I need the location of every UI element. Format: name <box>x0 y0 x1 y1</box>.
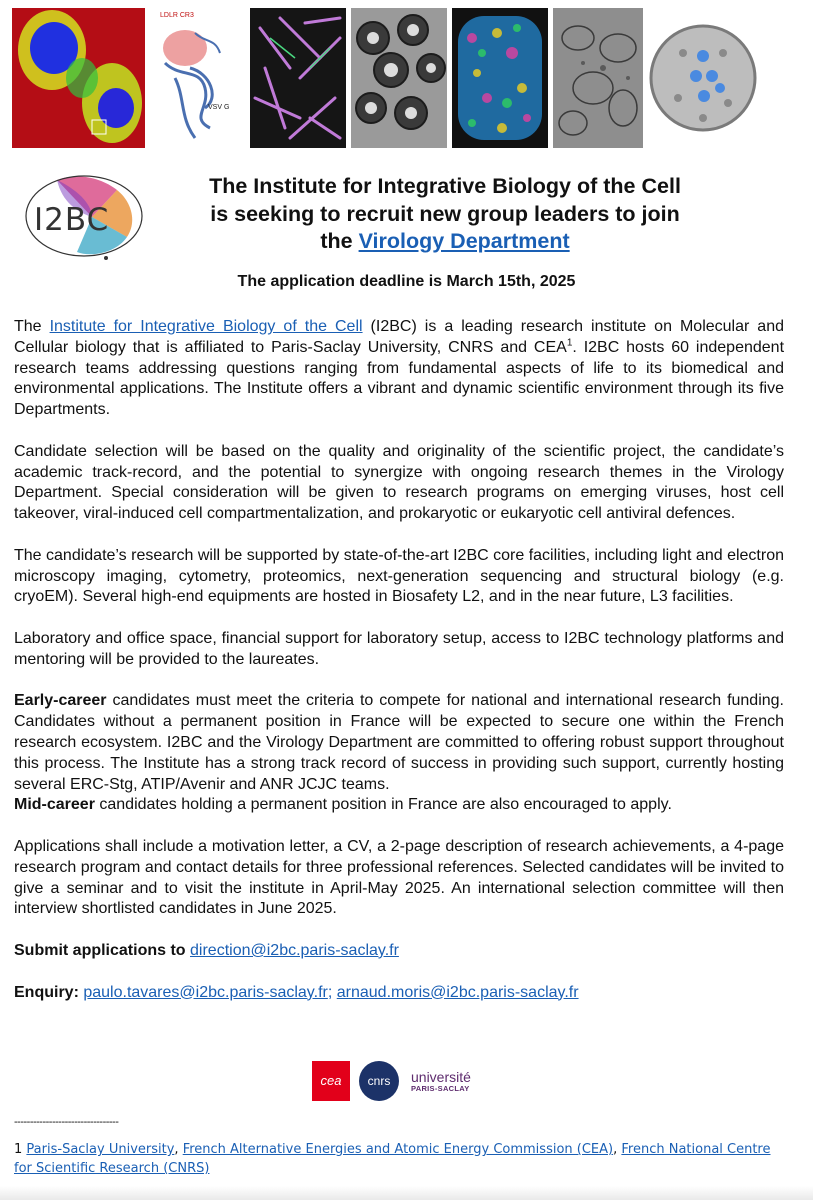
paragraph-candidates <box>14 691 784 816</box>
paragraph-facilities: The candidate’s research will be supported by state-of-the-art I2BC core facilities, including light and electron microscopy imaging, cytometry, proteomics, next-generation sequencing and structural biology (e.g. cryoEM). Several high-end equipments are hosted in Biosafety L2, and in the near future, L3 facilities. <box>14 546 784 606</box>
moris-email-link[interactable]: arnaud.moris@i2bc.paris-saclay.fr <box>336 983 579 1001</box>
paragraph-institute <box>14 317 784 421</box>
cea-logo: cea <box>312 1061 350 1101</box>
logo-text: I2BC <box>34 202 110 238</box>
submit-label: Submit applications to <box>14 941 191 959</box>
paragraph-applications: Applications shall include a motivation letter, a CV, a 2-page description of research achievements, a 4-page research program and contact details for three professional references. Selected candidates will be invited to give a seminar and to visit the institute in April-May 2025. An international selection committee will then interview shortlisted candidates in June 2025. <box>14 837 784 918</box>
footnote-rule: --------------------------------- <box>14 1116 119 1128</box>
submit-line <box>14 941 784 962</box>
paragraph-support: Laboratory and office space, financial support for laboratory setup, access to I2BC technology platforms and mentoring will be provided to the laureates. <box>14 629 784 668</box>
mid-career-text: candidates holding a permanent position in France are also encouraged to apply. <box>94 796 672 814</box>
title-line-3-prefix: the <box>320 229 359 253</box>
virology-department-link[interactable]: Virology Department <box>358 229 570 253</box>
capsid-model-image <box>452 8 548 148</box>
p1-text-2: . I2BC hosts 60 independent research teams addressing questions ranging from fundamental aspects of life to its biomedical and environmental applications. The Institute offers a vibrant and dynamic scientific environment through its five Departments. <box>14 338 785 419</box>
enquiry-label: Enquiry: <box>14 983 79 1001</box>
virions-em-image <box>351 8 447 148</box>
paris-saclay-link[interactable]: Paris-Saclay University <box>26 1142 175 1157</box>
i2bc-logo <box>22 172 152 262</box>
footnote-number: 1 <box>14 1142 23 1157</box>
cnrs-link[interactable]: French National Centre for Scientific Research (CNRS) <box>14 1142 771 1176</box>
cell-tomography-image <box>553 8 643 148</box>
enquiry-line <box>14 983 784 1004</box>
mid-career-label: Mid-career <box>14 796 95 814</box>
institute-link[interactable]: Institute for Integrative Biology of the Cell <box>49 318 363 335</box>
universite-text: université <box>411 1069 471 1085</box>
paris-saclay-logo <box>411 1070 491 1093</box>
page-bottom-edge <box>0 1186 813 1200</box>
protein-structure-image <box>150 8 245 148</box>
footnote: 1 Paris-Saclay University, French Alternative Energies and Atomic Energy Commission (CEA), French National Centre for Scientific Research (CNRS) <box>14 1142 771 1176</box>
vsvg-label: VSV G <box>208 104 230 111</box>
early-career-text: candidates must meet the criteria to compete for national and international research funding. Candidates without a permanent position in France will be expected to secure one within the French research ecosystem. I2BC and the Virology Department are committed to offering robust support throughout this process. The Institute has a strong track record of success in providing such support, currently hosting several ERC-Stg, ATIP/Avenir and ANR JCJC teams. <box>14 692 784 793</box>
application-deadline: The application deadline is March 15th, 2025 <box>237 273 576 290</box>
early-career-label: Early-career <box>14 692 107 710</box>
footnote-ref: 1 <box>566 337 573 349</box>
virus-surface-image <box>648 8 758 148</box>
p1-pre: The <box>14 318 50 335</box>
tavares-email-link[interactable]: paulo.tavares@i2bc.paris-saclay.fr <box>83 983 328 1001</box>
title-line-1: The Institute for Integrative Biology of the Cell <box>209 174 681 198</box>
ldlr-label: LDLR CR3 <box>160 12 194 19</box>
fluorescence-cell-image <box>12 8 145 148</box>
cnrs-logo: cnrs <box>359 1061 399 1101</box>
title-line-3 <box>160 228 730 256</box>
cea-link[interactable]: French Alternative Energies and Atomic Energy Commission (CEA) <box>182 1142 614 1157</box>
email-separator: ; <box>327 983 333 1001</box>
direction-email-link[interactable]: direction@i2bc.paris-saclay.fr <box>190 941 399 959</box>
paragraph-selection: Candidate selection will be based on the quality and originality of the scientific project, the candidate’s academic track-record, and the potential to synergize with ongoing research themes in the Virology Department. Special consideration will be given to research programs on emerging viruses, host cell takeover, viral-induced cell compartmentalization, and prokaryotic or eukaryotic cell antiviral defences. <box>14 442 784 523</box>
filaments-image <box>250 8 346 148</box>
paris-saclay-text: PARIS-SACLAY <box>411 1084 470 1093</box>
page-title <box>160 173 730 256</box>
title-line-2: is seeking to recruit new group leaders to join <box>210 201 680 226</box>
p1-text: (I2BC) is a leading research institute on Molecular and Cellular biology that is affiliated to Paris-Saclay University, CNRS and CEA <box>14 318 785 356</box>
announcement-body <box>14 317 784 1024</box>
